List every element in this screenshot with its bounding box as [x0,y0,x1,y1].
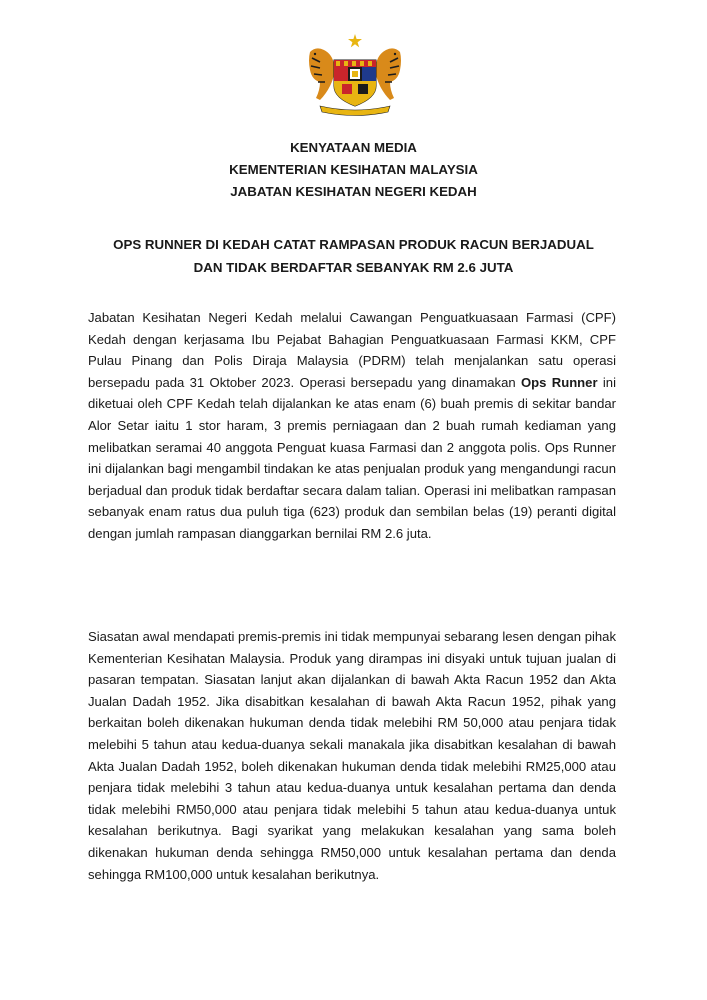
header-title: KENYATAAN MEDIA [290,140,417,155]
ops-runner-bold: Ops Runner [520,374,598,390]
headline-line-2: DAN TIDAK BERDAFTAR SEBANYAK RM 2.6 JUTA [193,260,514,275]
paragraph-1-text-b: ini diketuai oleh CPF Kedah telah dijalankan ke atas enam (6) buah premis di sekitar bandar Alor Setar iaitu 1 stor haram, 3 premis perniagaan dan 2 buah rumah kediaman yang melibatkan seramai 40 anggota Penguat kuasa Farmasi dan 2 anggota polis. Ops Runner ini dijalankan bagi mengambil tindakan ke atas penjualan produk yang mengandungi racun berjadual dan produk tidak berdaftar secara dalam talian. Operasi ini melibatkan rampasan sebanyak enam ratus dua puluh tiga (623) produk dan sembilan belas (19) peranti digital dengan jumlah rampasan dianggarkan bernilai RM 2.6 juta. [88,374,616,541]
paragraph-1-text-a: Jabatan Kesihatan Negeri Kedah melalui Cawangan Penguatkuasaan Farmasi (CPF) Kedah dengan kerjasama Ibu Pejabat Bahagian Penguatkuasaan Farmasi KKM, CPF Pulau Pinang dan Polis Diraja Malaysia (PDRM) telah menjalankan satu operasi bersepadu pada 31 Oktober 2023. Operasi bersepadu yang dinamakan [88,310,616,390]
body-paragraph-1 [88,307,616,545]
body-paragraph-2: Siasatan awal mendapati premis-premis ini tidak mempunyai sebarang lesen dengan pihak Kementerian Kesihatan Malaysia. Produk yang dirampas ini disyaki untuk tujuan jualan di pasaran tempatan. Siasatan lanjut akan dijalankan di bawah Akta Racun 1952 dan Akta Jualan Dadah 1952. Jika disabitkan kesalahan di bawah Akta Racun 1952, pihak yang berkaitan boleh dikenakan hukuman denda tidak melebihi RM 50,000 atau penjara tidak melebihi 5 tahun atau kedua-duanya sekali manakala jika disabitkan kesalahan di bawah Akta Jualan Dadah 1952, boleh dikenakan hukuman denda tidak melebihi RM25,000 atau penjara tidak melebihi 3 tahun atau kedua-duanya untuk kesalahan pertama dan denda tidak melebihi RM50,000 atau penjara tidak melebihi 5 tahun atau kedua-duanya untuk kesalahan berikutnya. Bagi syarikat yang melakukan kesalahan yang sama boleh dikenakan hukuman denda sehingga RM50,000 untuk kesalahan pertama dan denda sehingga RM100,000 untuk kesalahan berikutnya. [88,629,616,882]
headline-line-1: OPS RUNNER DI KEDAH CATAT RAMPASAN PRODUK RACUN BERJADUAL [113,237,594,252]
press-headline [0,233,707,279]
malaysia-coat-of-arms-icon [298,34,412,120]
media-statement-header [0,137,707,203]
header-ministry: KEMENTERIAN KESIHATAN MALAYSIA [229,162,478,177]
header-department: JABATAN KESIHATAN NEGERI KEDAH [230,184,477,199]
